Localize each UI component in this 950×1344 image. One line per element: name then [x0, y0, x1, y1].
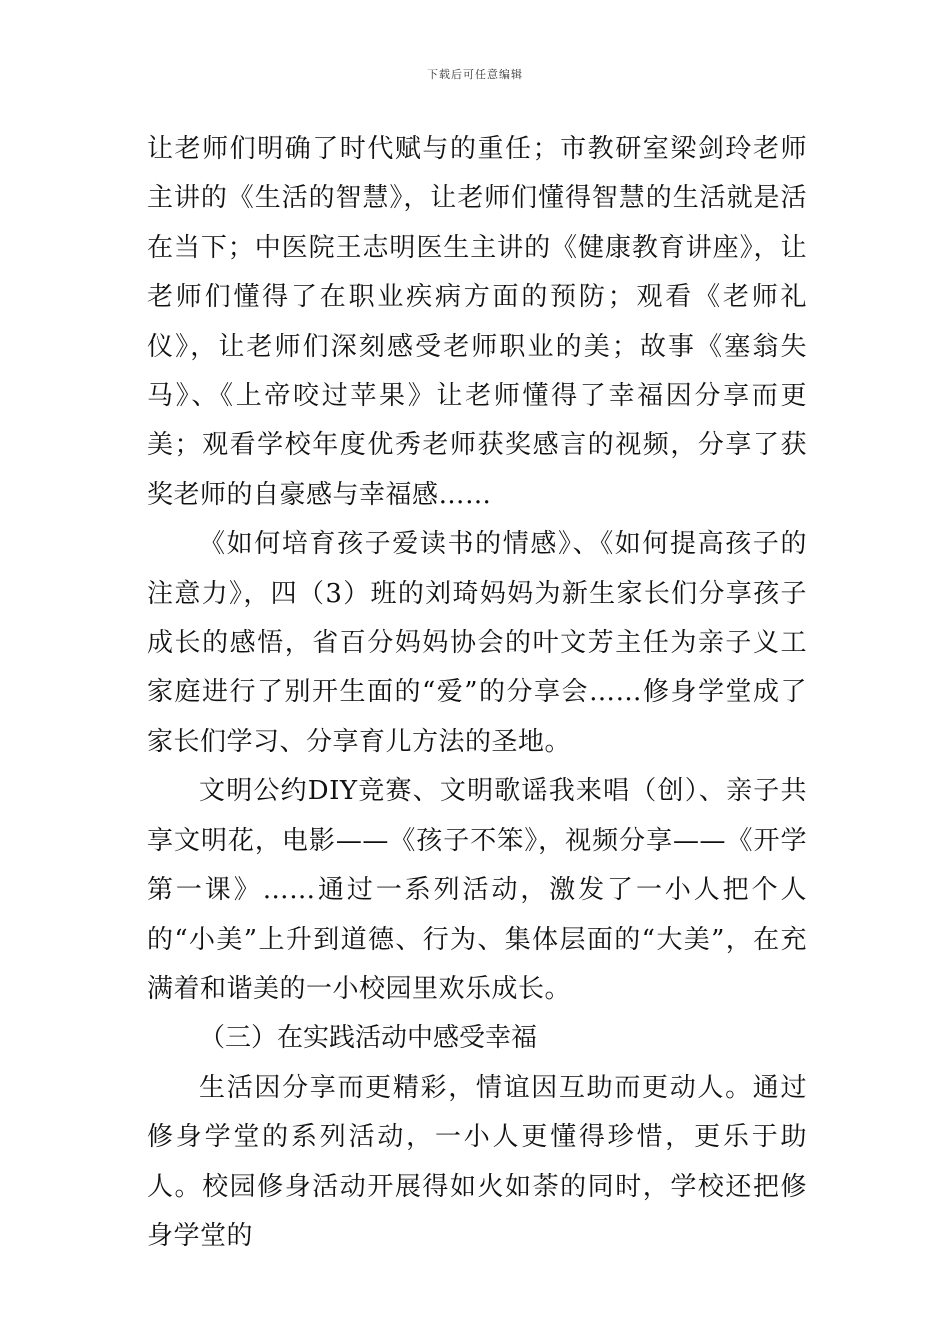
paragraph-civility-activities: 文明公约DIY竞赛、文明歌谣我来唱（创）、亲子共享文明花，电影——《孩子不笨》，视频分享——《开学第一课》……通过一系列活动，激发了一小人把个人的“小美”上升到道德、行为、集体层面的“大美”，在充满着和谐美的一小校园里欢乐成长。	[147, 776, 807, 1004]
document-body	[147, 125, 807, 1261]
paragraph-practice-intro: 生活因分享而更精彩，情谊因互助而更动人。通过修身学堂的系列活动，一小人更懂得珍惜，更乐于助人。校园修身活动开展得如火如荼的同时，学校还把修身学堂的	[147, 1072, 807, 1251]
paragraph-parent-sharing: 《如何培育孩子爱读书的情感》、《如何提高孩子的注意力》，四（3）班的刘琦妈妈为新生家长们分享孩子成长的感悟，省百分妈妈协会的叶文芳主任为亲子义工家庭进行了别开生面的“爱”的分享会……修身学堂成了家长们学习、分享育儿方法的圣地。	[147, 529, 807, 757]
paragraph-teacher-training: 让老师们明确了时代赋与的重任；市教研室梁剑玲老师主讲的《生活的智慧》，让老师们懂得智慧的生活就是活在当下；中医院王志明医生主讲的《健康教育讲座》，让老师们懂得了在职业疾病方面的预防；观看《老师礼仪》，让老师们深刻感受老师职业的美；故事《塞翁失马》、《上帝咬过苹果》让老师懂得了幸福因分享而更美；观看学校年度优秀老师获奖感言的视频，分享了获奖老师的自豪感与幸福感……	[147, 134, 807, 510]
page-header-note: 下载后可任意编辑	[427, 68, 523, 81]
section-heading-practice: （三）在实践活动中感受幸福	[199, 1023, 538, 1054]
